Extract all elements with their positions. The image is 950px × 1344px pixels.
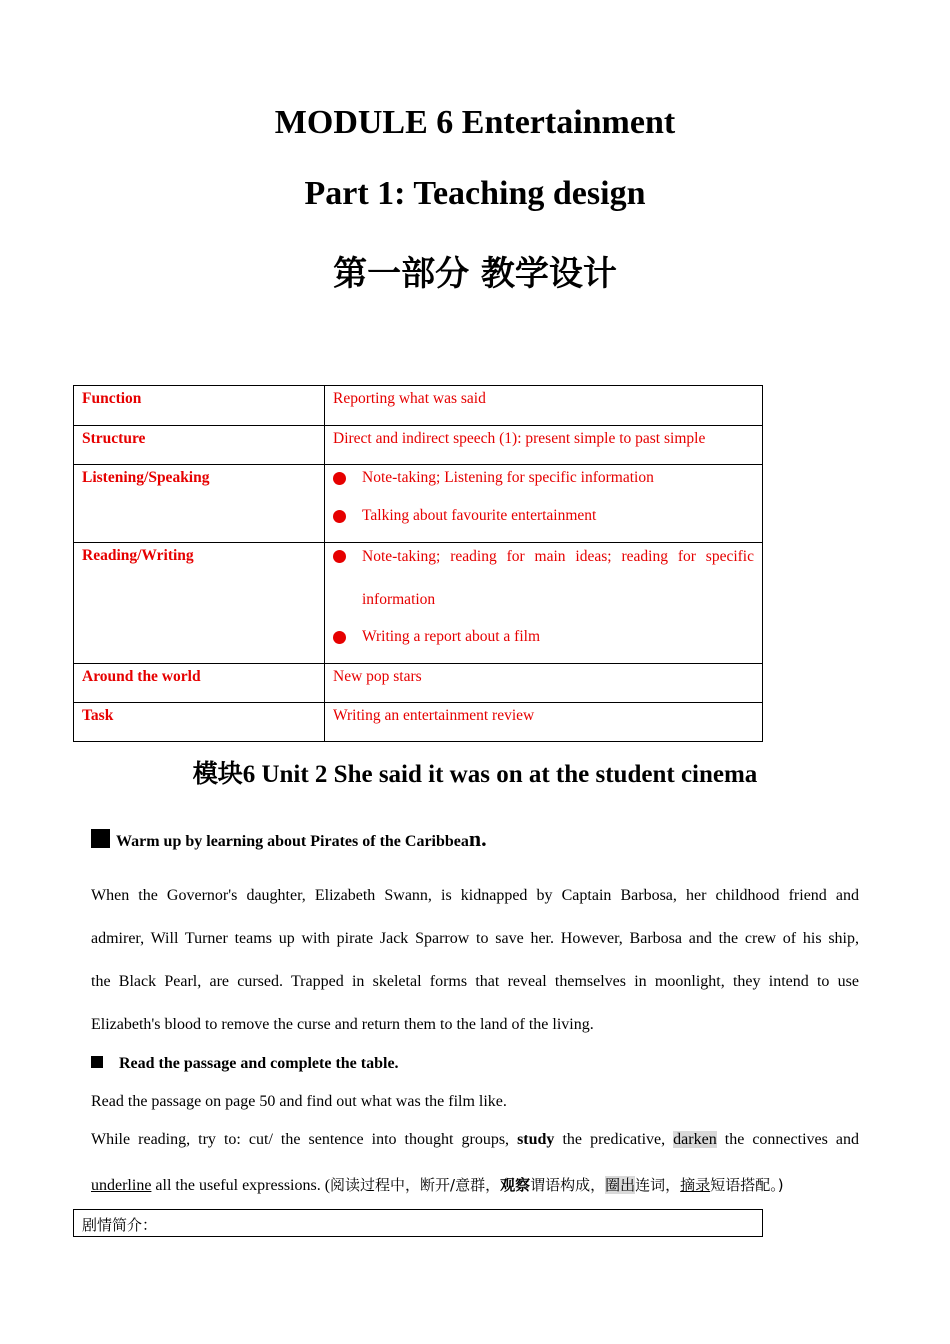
module-title: MODULE 6 Entertainment (274, 104, 676, 141)
while-reading-line-2: underline all the useful expressions. (阅读过程中，断开/意群，观察谓语构成，圈出连词，摘录短语搭配。) (91, 1176, 784, 1194)
list-item: Note-taking; Listening for specific information (333, 469, 754, 507)
square-bullet-icon (91, 829, 110, 848)
module-overview-table (73, 385, 763, 742)
bullet-icon (333, 631, 346, 644)
reading-value (325, 543, 763, 664)
warmup-line: the Black Pearl, are cursed. Trapped in skeletal forms that reveal themselves in moonlight, they intend to use (91, 973, 859, 990)
around-label: Around the world (74, 664, 325, 703)
darken-highlight: darken (673, 1131, 717, 1148)
unit-title: 模块6 Unit 2 She said it was on at the student cinema (192, 761, 758, 788)
task-label: Task (74, 703, 325, 742)
function-label: Function (74, 386, 325, 426)
warmup-line: When the Governor's daughter, Elizabeth Swann, is kidnapped by Captain Barbosa, her childhood friend and (91, 887, 859, 904)
table-row (74, 543, 763, 664)
list-item: Note-taking; reading for main ideas; reading for specific information (333, 547, 754, 628)
warmup-heading: Warm up by learning about Pirates of the Caribbean. (91, 826, 487, 852)
part-title: Part 1: Teaching design (304, 175, 646, 212)
table-row (74, 426, 763, 465)
square-bullet-icon (91, 1056, 103, 1068)
list-item: Talking about favourite entertainment (333, 507, 754, 525)
around-value: New pop stars (325, 664, 763, 703)
plot-summary-label: 剧情简介： (82, 1216, 158, 1234)
listening-value (325, 465, 763, 543)
bullet-icon (333, 472, 346, 485)
table-row (74, 386, 763, 426)
task-value: Writing an entertainment review (325, 703, 763, 742)
list-item: Writing a report about a film (333, 628, 754, 646)
listening-label: Listening/Speaking (74, 465, 325, 543)
table-row (74, 664, 763, 703)
warmup-line: Elizabeth's blood to remove the curse and return them to the land of the living. (91, 1016, 594, 1033)
chinese-title: 第一部分 教学设计 (333, 254, 617, 294)
reading-label: Reading/Writing (74, 543, 325, 664)
function-value: Reporting what was said (325, 386, 763, 426)
read-instruction: Read the passage on page 50 and find out what was the film like. (91, 1093, 507, 1110)
while-reading-line: While reading, try to: cut/ the sentence into thought groups, study the predicative, darken the connectives and (91, 1131, 859, 1148)
plot-summary-box (73, 1209, 763, 1237)
structure-value: Direct and indirect speech (1): present simple to past simple (325, 426, 763, 465)
read-heading: Read the passage and complete the table. (91, 1055, 399, 1073)
bullet-icon (333, 510, 346, 523)
table-row (74, 465, 763, 543)
warmup-line: admirer, Will Turner teams up with pirate Jack Sparrow to save her. However, Barbosa and the crew of his ship, (91, 930, 859, 947)
structure-label: Structure (74, 426, 325, 465)
table-row (74, 703, 763, 742)
bullet-icon (333, 550, 346, 563)
